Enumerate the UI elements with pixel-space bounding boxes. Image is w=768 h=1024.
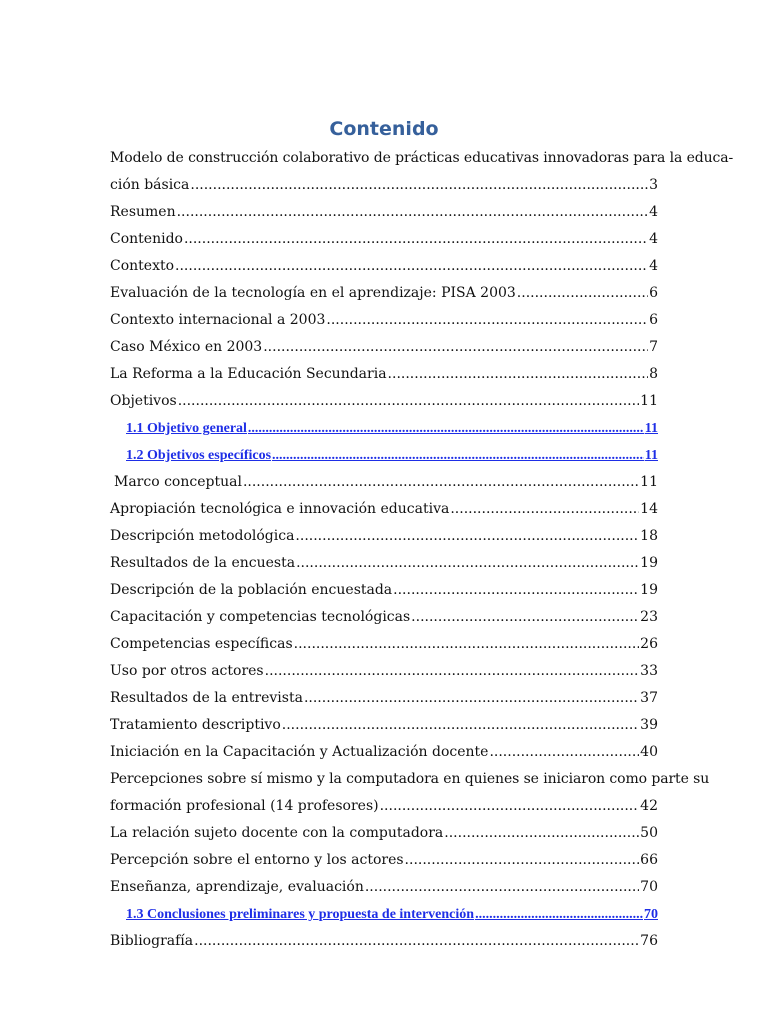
toc-entry[interactable] (110, 145, 734, 199)
toc-entry-text: Iniciación en la Capacitación y Actualización docente (110, 744, 489, 760)
toc-entry-text: Evaluación de la tecnología en el aprendizaje: PISA 2003 (110, 285, 516, 301)
toc-entry[interactable] (110, 658, 658, 685)
toc-entry-text: 1.3 Conclusiones preliminares y propuesta de intervención (126, 907, 475, 922)
toc-entry-text: Bibliografía (110, 933, 194, 949)
dot-leader (450, 496, 639, 523)
dot-leader (194, 928, 639, 955)
toc-entry[interactable] (110, 604, 658, 631)
toc-entry[interactable] (110, 739, 658, 766)
toc-page-number: 18 (640, 528, 658, 544)
toc-entry-text: La Reforma a la Educación Secundaria (110, 366, 387, 382)
toc-entry-text: Contexto internacional a 2003 (110, 312, 326, 328)
toc-page-number: 50 (640, 825, 658, 841)
dot-leader (444, 820, 639, 847)
toc-entry[interactable] (110, 928, 658, 955)
toc-entry[interactable] (110, 631, 658, 658)
toc-link-conclusiones[interactable] (110, 901, 658, 928)
toc-entry[interactable] (110, 874, 658, 901)
toc-page-number: 4 (649, 204, 658, 220)
toc-entry[interactable] (110, 334, 658, 361)
dot-leader (243, 469, 639, 496)
toc-entry[interactable] (110, 847, 658, 874)
toc-entry-text-line1: Percepciones sobre sí mismo y la computadora en quienes se iniciaron como parte su (110, 771, 710, 787)
dot-leader (326, 307, 648, 334)
toc-entry-text: ción básica (110, 177, 190, 193)
toc-entry-text: Uso por otros actores (110, 663, 264, 679)
toc-entry[interactable] (110, 253, 658, 280)
toc-entry[interactable] (110, 469, 658, 496)
toc-link-objetivo-general[interactable] (110, 415, 658, 442)
toc-page-number: 7 (649, 339, 658, 355)
toc-entry[interactable] (110, 685, 658, 712)
dot-leader (294, 631, 640, 658)
toc-entry-text: Contenido (110, 231, 183, 247)
dot-leader (272, 442, 644, 469)
dot-leader (248, 415, 644, 442)
toc-page-number: 26 (640, 636, 658, 652)
toc-page-number: 33 (640, 663, 658, 679)
dot-leader (265, 658, 640, 685)
dot-leader (175, 253, 648, 280)
toc-page-number: 8 (649, 366, 658, 382)
toc-page-number: 23 (640, 609, 658, 625)
toc-entry-text: formación profesional (14 profesores) (110, 798, 379, 814)
toc-entry-text: La relación sujeto docente con la computadora (110, 825, 444, 841)
toc-page-number: 14 (640, 501, 658, 517)
toc-link-objetivos-especificos[interactable] (110, 442, 658, 469)
toc-page-number: 70 (644, 907, 658, 922)
toc-page-number: 11 (644, 421, 658, 436)
toc-entry-text: Apropiación tecnológica e innovación educativa (110, 501, 450, 517)
toc-entry[interactable] (110, 496, 658, 523)
toc-entry-text: Percepción sobre el entorno y los actores (110, 852, 404, 868)
page-title: Contenido (329, 118, 439, 140)
dot-leader (380, 793, 640, 820)
toc-entry[interactable] (110, 523, 658, 550)
toc-entry[interactable] (110, 577, 658, 604)
toc-entry-text: Descripción metodológica (110, 528, 295, 544)
toc-page-number: 11 (644, 448, 658, 463)
toc-entry[interactable] (110, 820, 658, 847)
dot-leader (263, 334, 648, 361)
dot-leader (411, 604, 639, 631)
toc-entry-text: Marco conceptual (114, 474, 242, 490)
toc-entry[interactable] (110, 388, 658, 415)
dot-leader (388, 361, 649, 388)
toc-entry[interactable] (110, 199, 658, 226)
toc-entry[interactable] (110, 280, 658, 307)
toc-entry[interactable] (110, 307, 658, 334)
toc-entry[interactable] (110, 361, 658, 388)
toc-page-number: 39 (640, 717, 658, 733)
toc-entry-text: Tratamiento descriptivo (110, 717, 281, 733)
toc-entry-text: Capacitación y competencias tecnológicas (110, 609, 411, 625)
toc-entry-text: Objetivos (110, 393, 177, 409)
toc-entry-text: Contexto (110, 258, 175, 274)
toc-entry[interactable] (110, 766, 710, 820)
dot-leader (365, 874, 639, 901)
toc-page-number: 76 (640, 933, 658, 949)
toc-page-number: 66 (640, 852, 658, 868)
dot-leader (282, 712, 639, 739)
toc-page-number: 4 (649, 231, 658, 247)
toc-entry-text-line1: Modelo de construcción colaborativo de prácticas educativas innovadoras para la educa- (110, 150, 734, 166)
table-of-contents (110, 145, 734, 955)
toc-page-number: 6 (649, 285, 658, 301)
toc-page-number: 40 (640, 744, 658, 760)
dot-leader (296, 550, 639, 577)
toc-entry-text: Competencias específicas (110, 636, 293, 652)
dot-leader (393, 577, 639, 604)
toc-entry-text: 1.1 Objetivo general (126, 421, 247, 436)
dot-leader (475, 901, 643, 928)
dot-leader (489, 739, 639, 766)
dot-leader (295, 523, 639, 550)
toc-page-number: 19 (640, 582, 658, 598)
dot-leader (405, 847, 640, 874)
dot-leader (517, 280, 648, 307)
toc-entry[interactable] (110, 712, 658, 739)
dot-leader (184, 226, 648, 253)
toc-entry-text: Enseñanza, aprendizaje, evaluación (110, 879, 364, 895)
toc-page-number: 11 (640, 393, 658, 409)
toc-entry-text: 1.2 Objetivos específicos (126, 448, 272, 463)
toc-entry[interactable] (110, 550, 658, 577)
toc-entry-text: Resultados de la entrevista (110, 690, 303, 706)
toc-entry[interactable] (110, 226, 658, 253)
toc-page-number: 37 (640, 690, 658, 706)
toc-page-number: 70 (640, 879, 658, 895)
toc-entry-text: Resumen (110, 204, 176, 220)
dot-leader (304, 685, 639, 712)
toc-page-number: 3 (649, 177, 658, 193)
dot-leader (177, 199, 648, 226)
dot-leader (178, 388, 639, 415)
toc-page-number: 19 (640, 555, 658, 571)
toc-page-number: 42 (640, 798, 658, 814)
toc-page-number: 4 (649, 258, 658, 274)
toc-entry-text: Descripción de la población encuestada (110, 582, 393, 598)
toc-page-number: 11 (640, 474, 658, 490)
toc-page-number: 6 (649, 312, 658, 328)
toc-entry-text: Caso México en 2003 (110, 339, 263, 355)
dot-leader (190, 172, 648, 199)
toc-entry-text: Resultados de la encuesta (110, 555, 296, 571)
